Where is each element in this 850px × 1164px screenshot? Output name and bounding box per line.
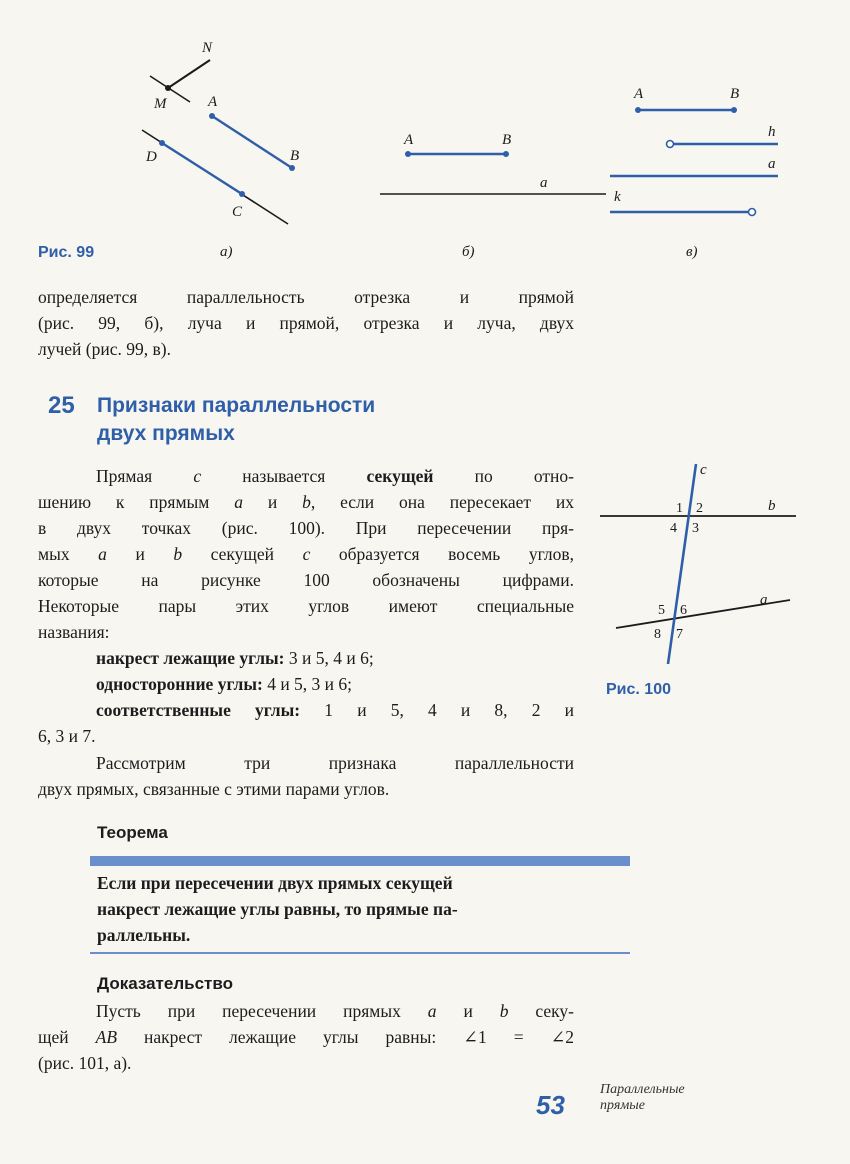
theorem-line-2: накрест лежащие углы равны, то прямые па- <box>97 899 458 919</box>
label-A: A <box>404 132 414 148</box>
def-line-4 <box>38 541 574 567</box>
text-fragment: по отно- <box>433 466 574 486</box>
angle-5: 5 <box>658 603 665 618</box>
intro-line-3: лучей (рис. 99, в). <box>38 339 171 359</box>
proof-line-2 <box>38 1024 574 1050</box>
var-c: с <box>193 466 202 486</box>
text-fragment: образуется восемь углов, <box>310 544 574 564</box>
theorem-label: Теорема <box>97 823 168 842</box>
figure-100-caption: Рис. 100 <box>606 681 671 698</box>
point-A <box>405 151 411 157</box>
label-C: C <box>232 204 243 220</box>
def-line-1 <box>38 463 574 489</box>
angle-6: 6 <box>680 603 687 618</box>
def-line-5: которые на рисунке 100 обозначены цифрами. <box>38 570 574 590</box>
theorem-text <box>97 870 629 948</box>
angle-1: 1 <box>676 501 683 516</box>
angle-2: 2 <box>696 501 703 516</box>
theorem-line-3: раллельны. <box>97 925 191 945</box>
term-secant: секущей <box>366 466 434 486</box>
proof-line-3: (рис. 101, а). <box>38 1053 132 1073</box>
ray-k-origin <box>749 209 756 216</box>
point-A <box>209 113 215 119</box>
angle-7: 7 <box>676 627 683 642</box>
pair-values: 1 и 5, 4 и 8, 2 и <box>300 700 574 720</box>
consider-paragraph <box>38 750 574 802</box>
theorem-bottom-line <box>90 952 630 954</box>
section-number: 25 <box>48 392 75 419</box>
label-a: a <box>540 175 548 191</box>
text-fragment: и <box>106 544 174 564</box>
running-title-line-2: прямые <box>600 1098 645 1113</box>
text-fragment: мых <box>38 544 99 564</box>
def-line-6: Некоторые пары этих углов имеют специальные <box>38 596 574 616</box>
figure-99-sub-b: б) <box>462 244 475 260</box>
section-title-line-2: двух прямых <box>97 422 235 445</box>
point-C <box>239 191 245 197</box>
running-title <box>600 1082 685 1114</box>
figure-99-c <box>610 80 790 230</box>
label-B: B <box>730 86 740 102</box>
figure-99-caption: Рис. 99 <box>38 244 95 261</box>
term-cross-angles: накрест лежащие углы: <box>96 648 285 668</box>
point-B <box>289 165 295 171</box>
pair-values: 4 и 5, 3 и 6; <box>262 674 353 694</box>
text-fragment: называется <box>201 466 367 486</box>
angle-4: 4 <box>670 521 677 536</box>
label-B: B <box>290 148 300 164</box>
point-A <box>635 107 641 113</box>
label-D: D <box>146 149 157 165</box>
pair-one-side <box>38 671 574 697</box>
var-a: а <box>427 1001 437 1021</box>
pair-values: 3 и 5, 4 и 6; <box>284 648 374 668</box>
angle-pairs-list <box>38 645 574 749</box>
pair-corresponding-cont: 6, 3 и 7. <box>38 726 96 746</box>
text-fragment: Пусть при пересечении прямых <box>96 1001 428 1021</box>
text-fragment: Прямая <box>96 466 194 486</box>
var-b: b <box>302 492 311 512</box>
ray-MN <box>168 60 210 88</box>
label-h: h <box>768 124 776 140</box>
label-a: a <box>768 156 776 172</box>
text-fragment: накрест лежащие углы равны: ∠1 = ∠2 <box>117 1027 575 1047</box>
label-k: k <box>614 189 621 205</box>
proof-line-1 <box>38 998 574 1024</box>
consider-line-2: двух прямых, связанные с этими парами углов. <box>38 779 390 799</box>
figure-100 <box>600 460 800 675</box>
section-title-line-1: Признаки параллельности <box>97 394 376 417</box>
figure-99-b <box>380 120 610 200</box>
theorem-top-bar <box>90 856 630 866</box>
definition-paragraph <box>38 463 574 645</box>
running-title-line-1: Параллельные <box>600 1082 685 1097</box>
intro-paragraph <box>38 284 574 362</box>
proof-label: Доказательство <box>97 974 233 993</box>
ray-h-origin <box>667 141 674 148</box>
label-B: B <box>502 132 512 148</box>
label-a: a <box>760 592 768 608</box>
text-fragment: и <box>436 1001 500 1021</box>
proof-paragraph <box>38 998 574 1076</box>
intro-line-2: (рис. 99, б), луча и прямой, отрезка и луча, двух <box>38 313 574 333</box>
text-fragment: щей <box>38 1027 96 1047</box>
ray-DC <box>162 143 242 194</box>
label-A: A <box>208 94 218 110</box>
angle-8: 8 <box>654 627 661 642</box>
label-A: A <box>634 86 644 102</box>
def-line-3: в двух точках (рис. 100). При пересечении пря- <box>38 518 574 538</box>
point-B <box>503 151 509 157</box>
def-line-2 <box>38 489 574 515</box>
label-c: c <box>700 462 707 478</box>
figure-99-a <box>120 30 320 250</box>
var-c: с <box>302 544 311 564</box>
term-one-sided-angles: односторонние углы: <box>96 674 263 694</box>
figure-99-sub-a: а) <box>220 244 233 260</box>
figure-99-sub-c: в) <box>686 244 698 260</box>
text-fragment: и <box>242 492 303 512</box>
pair-corresponding <box>38 697 574 723</box>
consider-line-1: Рассмотрим три признака параллельности <box>96 753 574 773</box>
def-line-7: названия: <box>38 622 110 642</box>
section-title <box>97 392 375 448</box>
var-b: b <box>173 544 183 564</box>
point-M <box>165 85 171 91</box>
pair-cross <box>38 645 574 671</box>
var-AB: AB <box>95 1027 118 1047</box>
point-D <box>159 140 165 146</box>
segment-AB <box>212 116 292 168</box>
var-b: b <box>499 1001 509 1021</box>
var-a: а <box>98 544 107 564</box>
angle-3: 3 <box>692 521 699 536</box>
term-corresponding-angles: соответственные углы: <box>96 700 301 720</box>
label-b: b <box>768 498 776 514</box>
label-M: M <box>154 96 167 112</box>
point-B <box>731 107 737 113</box>
text-fragment: , если она пересекает их <box>310 492 575 512</box>
intro-line-1: определяется параллельность отрезка и прямой <box>38 287 574 307</box>
page-number: 53 <box>536 1090 565 1120</box>
theorem-line-1: Если при пересечении двух прямых секущей <box>97 873 453 893</box>
text-fragment: шению к прямым <box>38 492 235 512</box>
text-fragment: секу- <box>508 1001 574 1021</box>
text-fragment: секущей <box>182 544 303 564</box>
label-N: N <box>202 40 213 56</box>
var-a: а <box>234 492 243 512</box>
